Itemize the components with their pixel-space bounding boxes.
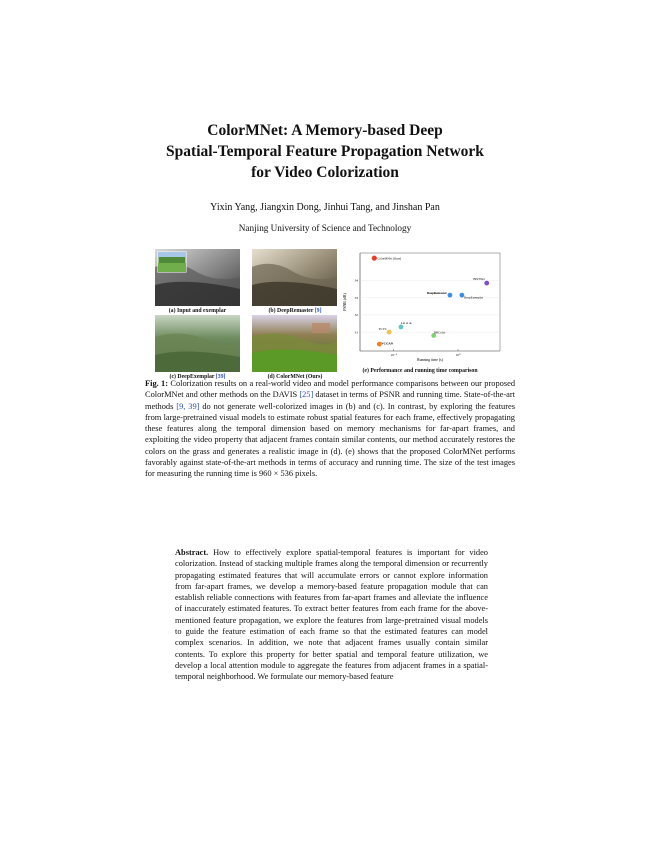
abstract <box>175 547 488 683</box>
caption-text-1: Colorization results on a real-world video and model performance comparisons between our proposed ColorMNet and other methods on the DAVIS <box>145 379 516 400</box>
y-ticks <box>355 279 359 335</box>
y-tick-label: 31 <box>354 330 358 335</box>
title-line-2: Spatial-Temporal Feature Propagation Network <box>166 143 484 160</box>
abstract-body: How to effectively explore spatial-temporal features is important for video colorization. Instead of stacking multiple frames along the temporal dimension or recurrently propagating estimated features that will accumulate errors or cannot explore information from far-apart frames, we develop a memory-based feature propagation module that can establish reliable connections with features from far-apart frames and alleviate the influence of inaccurately estimated features. To extract better features from each frame for the above-mentioned feature propagation, we explore the features from large-pretrained visual models to guide the feature estimation of each frame so that the estimated features can model complex scenarios. In addition, we note that adjacent frames usually contain similar contents. To explore this property for better spatial and temporal feature utilization, we develop a local attention module to aggregate the features from adjacent frames in a spatial-temporal neighborhood. We formulate our memory-based feature <box>175 548 488 682</box>
caption-b-ref[interactable]: [9] <box>314 308 322 314</box>
figure-1 <box>145 247 505 380</box>
point-label: Lai et al. <box>400 320 413 325</box>
caption-d: (d) ColorMNet (Ours) <box>267 374 323 380</box>
data-point <box>448 293 453 298</box>
grid <box>360 281 500 333</box>
title-line-3: for Video Colorization <box>251 164 399 181</box>
paper-title <box>0 120 650 183</box>
caption-e: (e) Performance and running time comparison <box>362 368 478 374</box>
caption-label: Fig. 1: <box>145 379 169 388</box>
x-tick-label: 10⁰ <box>455 353 461 357</box>
point-label: DeepRemaster <box>426 291 447 296</box>
y-axis-label: PSNR (dB) <box>343 293 347 311</box>
caption-text-3: do not generate well-colorized images in (b) and (c). In contrast, by exploring the features from large-pretrained visual models to estimate robust spatial features for each frame, effectively propagating these features along the temporal dimension based on memory mechanisms for far-apart frames, and exploiting the video property that adjacent frames contain similar contents, our method accurately restores the colors on the grass and generates a realistic image in (d). (e) shows that the proposed ColorMNet performs favorably against state-of-the-art methods in terms of accuracy and running time. The size of the test images for measuring the running time is 960 × 536 pixels. <box>145 401 515 479</box>
data-points <box>372 256 489 347</box>
title-line-1: ColorMNet: A Memory-based Deep <box>207 122 443 139</box>
point-label: DeepExemplar <box>463 295 484 300</box>
input-exemplar-image <box>155 249 240 306</box>
data-point <box>399 325 404 330</box>
caption-b-text: (b) DeepRemaster <box>268 308 315 314</box>
x-axis-label: Running time (s) <box>417 358 443 362</box>
affiliation: Nanjing University of Science and Technology <box>238 223 412 233</box>
point-label: TCVC <box>378 327 388 332</box>
point-label: ColorMNet (Ours) <box>377 256 402 261</box>
x-tick-label: 10⁻¹ <box>390 353 397 357</box>
caption-text-2: dataset in terms of PSNR and running time. State-of-the-art methods <box>145 390 515 411</box>
figure-caption <box>145 378 515 480</box>
data-point <box>372 256 377 261</box>
deepexemplar-result-image <box>155 315 240 372</box>
caption-ref-sota[interactable]: [9, 39] <box>176 401 200 411</box>
colormnet-result-image <box>252 315 337 372</box>
x-ticks <box>391 349 461 357</box>
deepremaster-result-image <box>252 249 337 306</box>
point-label: VCGAN <box>381 341 394 346</box>
abstract-heading: Abstract. <box>175 548 209 557</box>
data-point <box>484 281 489 286</box>
caption-a: (a) Input and exemplar <box>168 308 227 314</box>
authors: Yixin Yang, Jiangxin Dong, Jinhui Tang, and Jinshan Pan <box>210 202 440 213</box>
point-label: DRColor <box>433 330 446 335</box>
performance-chart <box>340 247 505 367</box>
y-tick-label: 32 <box>354 313 358 318</box>
caption-ref-davis[interactable]: [25] <box>299 390 314 400</box>
point-label: BiSTNet <box>473 277 485 282</box>
y-tick-label: 33 <box>354 295 358 300</box>
y-tick-label: 34 <box>354 278 358 283</box>
data-point <box>387 330 392 335</box>
caption-c-ref[interactable]: [39] <box>215 374 226 380</box>
caption-b <box>245 308 345 314</box>
caption-c-text: (c) DeepExemplar <box>169 374 216 380</box>
